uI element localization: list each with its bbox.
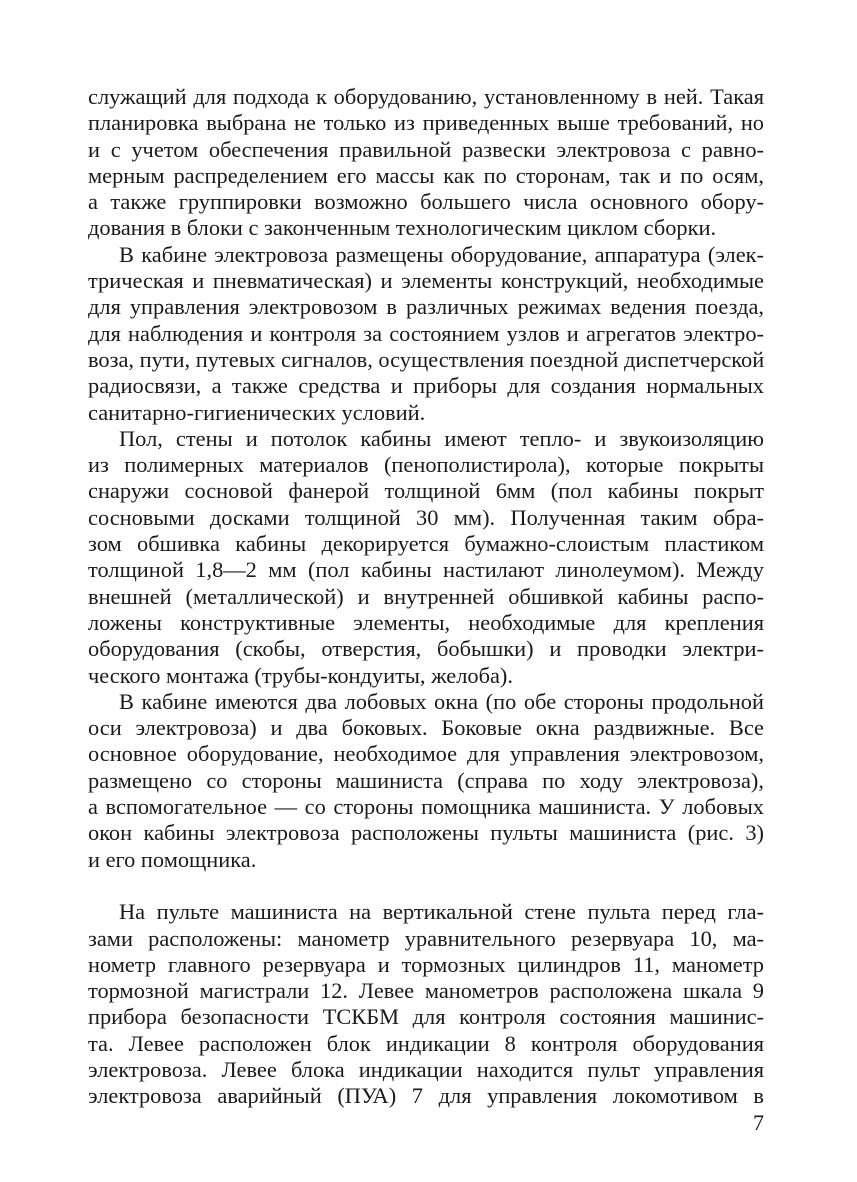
text-line: В кабине электровоза размещены оборудование, аппаратура (элек- — [119, 241, 764, 267]
text-line: санитарно-гигиенических условий. — [88, 399, 426, 425]
text-line: толщиной 1,8—2 мм (пол кабины настилают линолеумом). Между — [88, 557, 764, 583]
text-line: для управления электровозом в различных режимах ведения поезда, — [88, 294, 764, 320]
text-line: зом обшивка кабины декорируется бумажно-слоистым пластиком — [88, 531, 764, 557]
text-line: тормозной магистрали 12. Левее манометров расположена шкала 9 — [88, 978, 764, 1004]
text-line: а также группировки возможно большего числа основного обору- — [88, 189, 764, 215]
text-line: та. Левее расположен блок индикации 8 контроля оборудования — [88, 1030, 764, 1056]
text-line: трическая и пневматическая) и элементы конструкций, необходимые — [88, 268, 764, 294]
text-line: из полимерных материалов (пенополистирола), которые покрыты — [88, 452, 764, 478]
text-line: служащий для подхода к оборудованию, установленному в ней. Такая — [88, 84, 764, 109]
text-line: дования в блоки с законченным технологическим циклом сборки. — [88, 215, 717, 241]
body-text — [88, 84, 764, 1110]
text-line: ложены конструктивные элементы, необходимые для крепления — [88, 609, 764, 635]
text-line: электровоза аварийный (ПУА) 7 для управления локомотивом в — [88, 1083, 764, 1109]
text-line: ческого монтажа (трубы-кондуиты, желоба). — [88, 662, 513, 688]
text-line: радиосвязи, а также средства и приборы для создания нормальных — [88, 373, 764, 399]
text-line: основное оборудование, необходимое для управления электровозом, — [88, 741, 764, 767]
text-line: снаружи сосновой фанерой толщиной 6мм (пол кабины покрыт — [88, 478, 764, 504]
text-line — [88, 873, 764, 899]
text-line: для наблюдения и контроля за состоянием узлов и агрегатов электро- — [88, 320, 764, 346]
text-line: и его помощника. — [88, 846, 257, 872]
text-line: Пол, стены и потолок кабины имеют тепло- и звукоизоляцию — [119, 425, 764, 451]
text-line: внешней (металлической) и внутренней обшивкой кабины распо- — [88, 583, 764, 609]
text-line: а вспомогательное — со стороны помощника машиниста. У лобовых — [88, 794, 764, 820]
page-number: 7 — [753, 1110, 764, 1135]
text-line: мерным распределением его массы как по сторонам, так и по осям, — [88, 162, 764, 188]
text-line: прибора безопасности ТСКБМ для контроля состояния машинис- — [88, 1004, 764, 1030]
text-line: планировка выбрана не только из приведенных выше требований, но — [88, 110, 764, 136]
text-line: На пульте машиниста на вертикальной стене пульта перед гла- — [119, 899, 764, 925]
text-line: В кабине имеются два лобовых окна (по обе стороны продольной — [119, 688, 764, 714]
text-line: зами расположены: манометр уравнительного резервуара 10, ма- — [88, 925, 764, 951]
text-line: и с учетом обеспечения правильной развески электровоза с равно- — [88, 136, 764, 162]
text-line: нометр главного резервуара и тормозных цилиндров 11, манометр — [88, 951, 764, 977]
text-line: окон кабины электровоза расположены пульты машиниста (рис. 3) — [88, 820, 764, 846]
text-line: оборудования (скобы, отверстия, бобышки) и проводки электри- — [88, 636, 764, 662]
text-line: размещено со стороны машиниста (справа по ходу электровоза), — [88, 767, 764, 793]
text-line: воза, пути, путевых сигналов, осуществления поездной диспетчерской — [88, 346, 765, 372]
text-line: сосновыми досками толщиной 30 мм). Полученная таким обра- — [88, 504, 764, 530]
text-line: оси электровоза) и два боковых. Боковые окна раздвижные. Все — [88, 715, 764, 741]
text-line: электровоза. Левее блока индикации находится пульт управления — [88, 1056, 764, 1082]
